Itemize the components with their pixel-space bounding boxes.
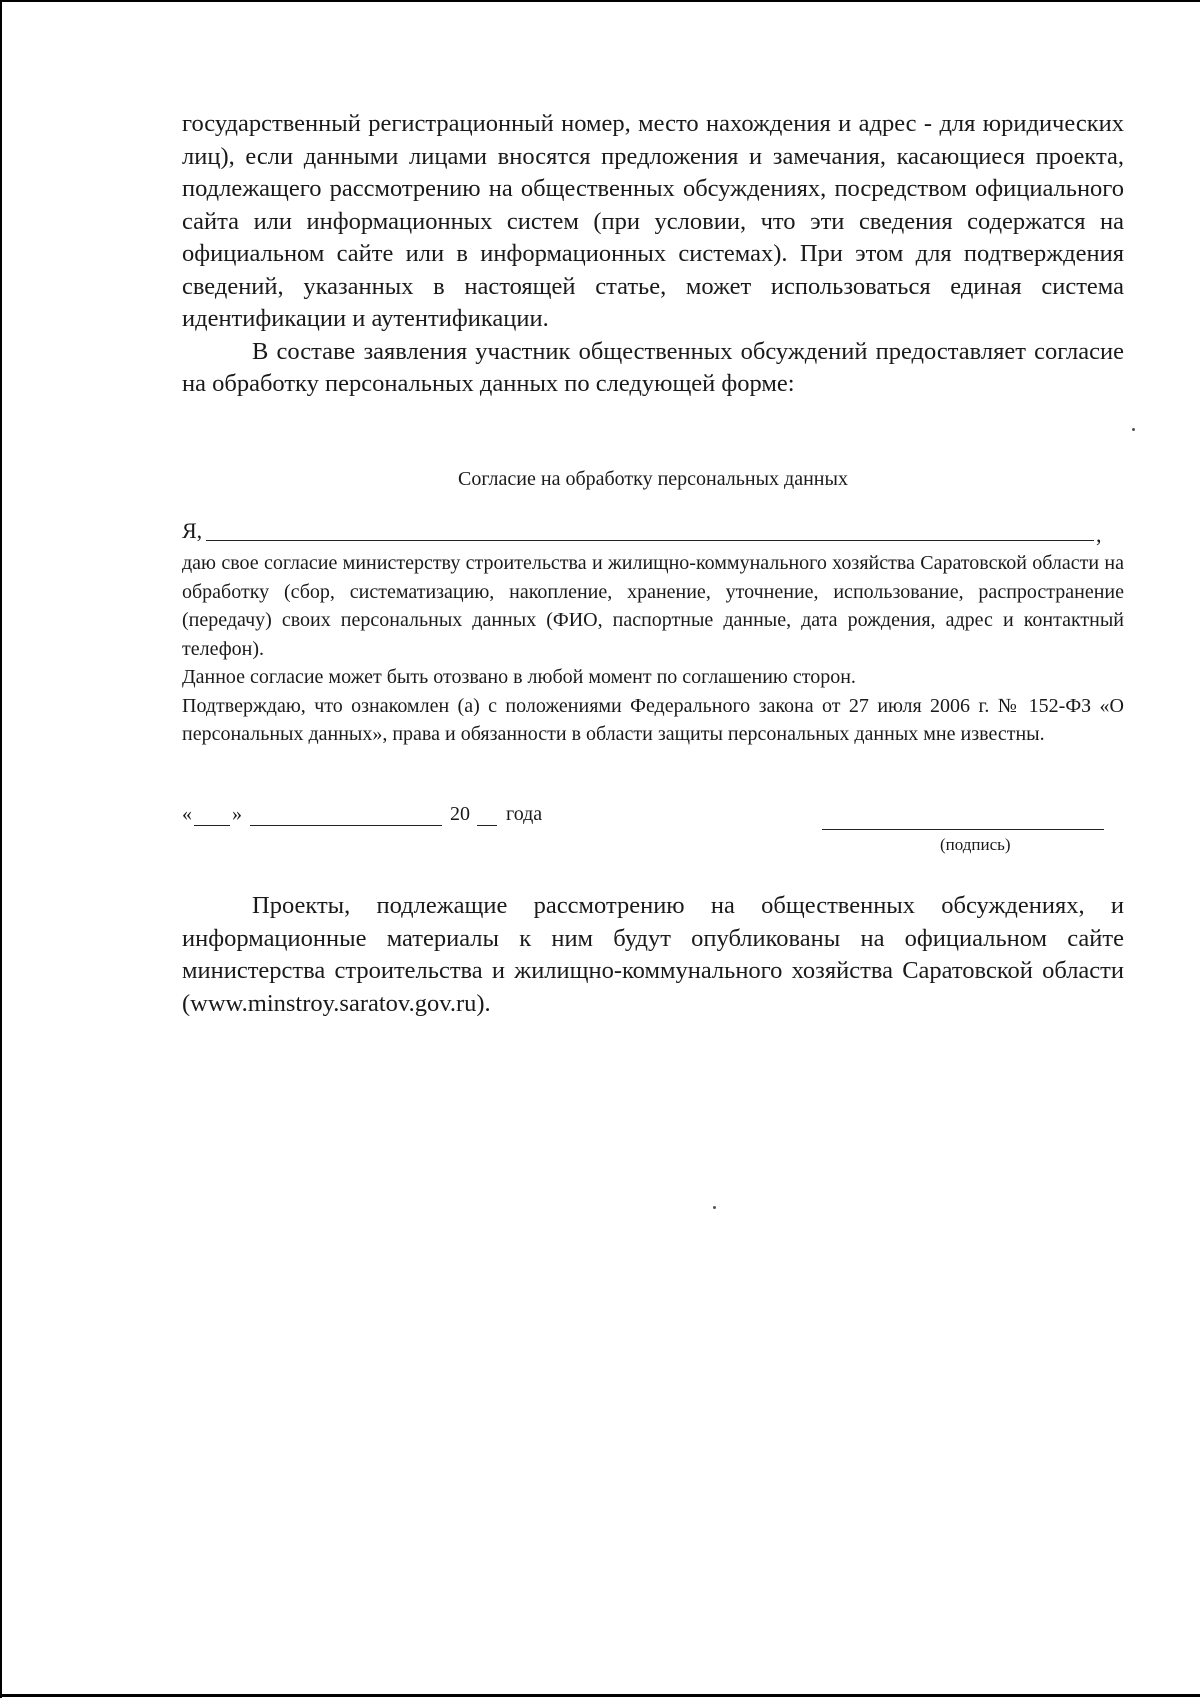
- consent-text-1: даю свое согласие министерству строительства и жилищно-коммунального хозяйства Саратовской области на обработку (сбор, систематизацию, накопление, хранение, уточнение, использование, распространение (передачу) своих персональных данных (ФИО, паспортные данные, дата рождения, адрес и контактный телефон).: [182, 552, 1124, 660]
- intro-paragraph: государственный регистрационный номер, место нахождения и адрес - для юридических лиц), если данными лицами вносятся предложения и замечания, касающиеся проекта, подлежащего рассмотрению на общественных обсуждениях, посредством официального сайта или информационных систем (при условии, что эти сведения содержатся на официальном сайте или в информационных системах). При этом для подтверждения сведений, указанных в настоящей статье, может использоваться единая система идентификации и аутентификации.: [182, 110, 1124, 332]
- ya-comma: ,: [1096, 522, 1102, 547]
- scan-speck: [1132, 428, 1135, 431]
- ya-label: Я,: [182, 518, 203, 543]
- year-prefix: 20: [450, 803, 470, 825]
- consent-intro-paragraph: В составе заявления участник общественных обсуждений предоставляет согласие на обработку персональных данных по следующей форме:: [182, 337, 1124, 397]
- consent-form-title: Согласие на обработку персональных данных: [458, 468, 848, 490]
- date-open-quote: «: [182, 803, 192, 825]
- scan-speck: [713, 1206, 716, 1209]
- full-name-blank[interactable]: [206, 540, 1094, 541]
- consent-text-2: Данное согласие может быть отозвано в любой момент по соглашению сторон.: [182, 666, 856, 688]
- day-blank[interactable]: [194, 825, 230, 826]
- main-text: [182, 108, 1124, 401]
- page-bottom-border: [0, 1694, 1200, 1697]
- year-suffix: года: [506, 803, 543, 825]
- signature-caption: (подпись): [940, 835, 1011, 854]
- year-blank[interactable]: [477, 825, 497, 826]
- date-close-quote: »: [232, 803, 242, 825]
- outro-paragraph: Проекты, подлежащие рассмотрению на общественных обсуждениях, и информационные материалы к ним будут опубликованы на официальном сайте министерства строительства и жилищно-коммунального хозяйства Саратовской области (www.minstroy.saratov.gov.ru).: [182, 892, 1124, 1017]
- consent-form-body: [182, 549, 1124, 749]
- outro-text: [182, 890, 1124, 1020]
- month-blank[interactable]: [250, 825, 442, 826]
- consent-text-3: Подтверждаю, что ознакомлен (а) с положениями Федерального закона от 27 июля 2006 г. № 152-ФЗ «О персональных данных», права и обязанности в области защиты персональных данных мне известны.: [182, 694, 1124, 745]
- date-signature-row: [182, 803, 1124, 863]
- full-name-line: [182, 518, 1124, 546]
- signature-blank[interactable]: [822, 829, 1104, 830]
